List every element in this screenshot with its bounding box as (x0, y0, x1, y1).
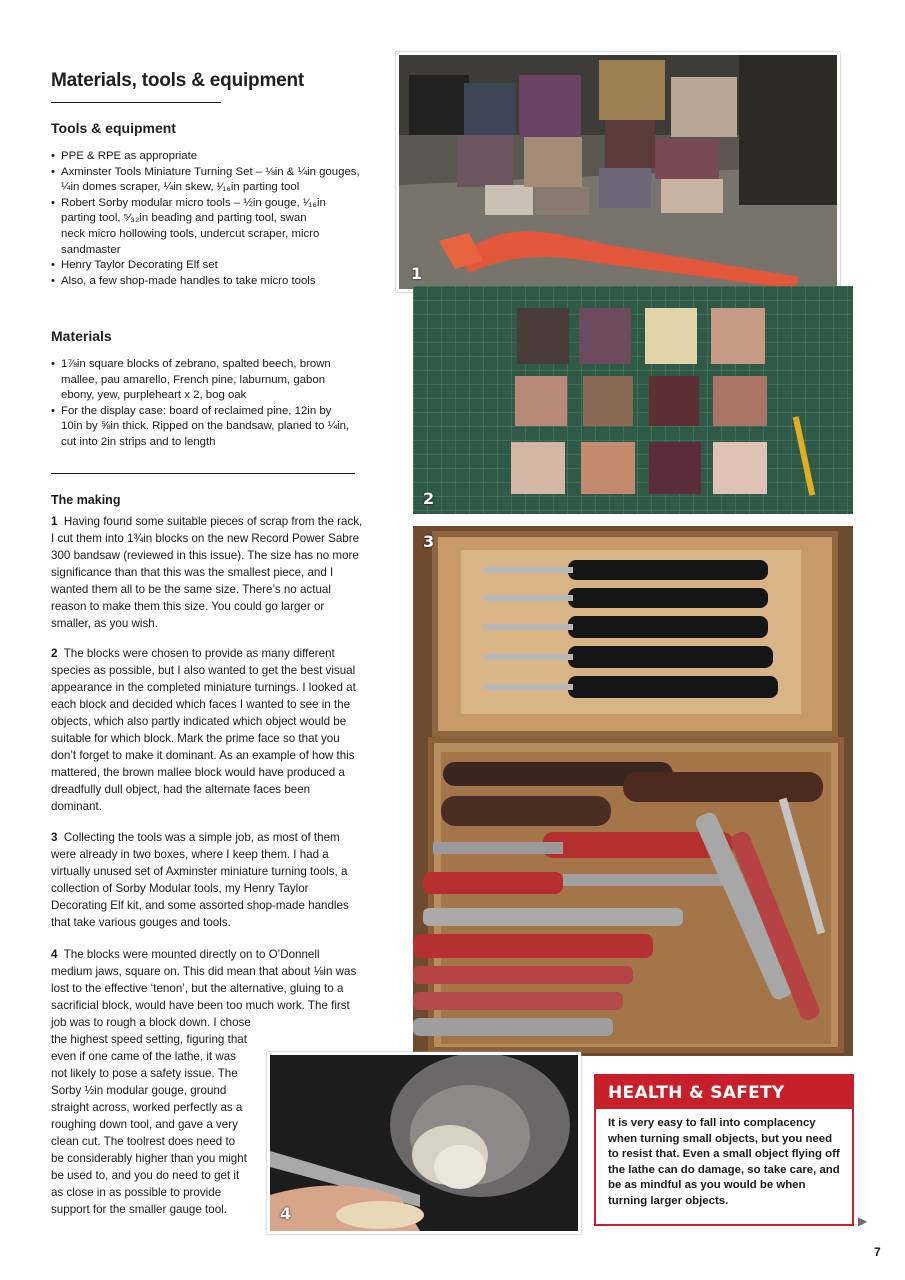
step-1 (51, 513, 363, 632)
list-item: • 1⅞in square blocks of zebrano, spalted beech, brown mallee, pau amarello, French pine, laburnum, gabon ebony, yew, purpleheart x 2, bog oak (51, 357, 351, 404)
health-safety-box (594, 1074, 854, 1226)
photo-1 (396, 52, 840, 292)
health-safety-text: It is very easy to fall into complacency when turning small objects, but you need to resist that. Even a small object flying off the lathe can do damage, so take care, and be as mindful as you would be when turning larger objects. (608, 1117, 840, 1207)
step-text: The blocks were mounted directly on to O’Donnell medium jaws, square on. This did mean that about ⅛in was lost to the effective ‘tenon’, but the alternative, gluing to a sacrificial block, would have been too much work. The first job was to rough a block down. I chose (51, 948, 357, 1029)
photo-number: 2 (423, 489, 435, 508)
photo-4-image (270, 1055, 578, 1231)
photo-2 (413, 286, 853, 514)
continue-arrow-icon: ▶ (858, 1214, 868, 1228)
list-item: • Axminster Tools Miniature Turning Set – ⅛in & ¼in gouges, ¼in domes scraper, ¼in skew, ¹⁄₁₆in parting tool (51, 165, 371, 196)
photo-number: 1 (411, 264, 423, 283)
step-4-continued (51, 1031, 251, 1218)
photo-3 (413, 526, 853, 1056)
step-text: Having found some suitable pieces of scrap from the rack, I cut them into 1¾in blocks on the new Record Power Sabre 300 bandsaw (reviewed in this issue). The size has no more significance than that this was the smallest piece, and I wanted them all to be the same size. There’s no actual reason to make them this size. You could go larger or smaller, as you wish. (51, 515, 363, 630)
tools-heading: Tools & equipment (51, 120, 176, 136)
step-4 (51, 946, 363, 1031)
step-3 (51, 829, 363, 931)
step-number: 1 (51, 515, 58, 528)
step-number: 2 (51, 647, 58, 660)
step-text: The blocks were chosen to provide as many different species as possible, but I also wanted to get the best visual appearance in the completed miniature turnings. I looked at each block and decided which faces I wanted to see in the objects, which also partly indicated which object would be suitable for which block. Mark the prime face so that you don’t forget to make it dominant. As an example of how this mattered, the brown mallee block would have produced a dreadfully dull object, had the alternate faces been dominant. (51, 647, 356, 813)
step-number: 3 (51, 831, 58, 844)
list-item: • Henry Taylor Decorating Elf set (51, 258, 371, 274)
step-text: the highest speed setting, figuring that even if one came of the lathe, it was not likely to pose a safety issue. The Sorby ½in modular gouge, ground straight across, worked perfectly as a roughing down tool, and gave a very clean cut. The toolrest does need to be considerably higher than you might be used to, and you do need to get it as close in as possible to provide support for the smaller gauge tool. (51, 1033, 247, 1216)
step-2 (51, 645, 363, 815)
page-title: Materials, tools & equipment (51, 70, 305, 91)
photo-number: 4 (280, 1204, 292, 1223)
photo-3-image (413, 526, 853, 1056)
list-item: • Robert Sorby modular micro tools – ½in gouge, ¹⁄₁₆in parting tool, ⁵⁄₃₂in beading and parting tool, swan neck micro hollowing tools, undercut scraper, micro sandmaster (51, 196, 371, 258)
health-safety-heading: HEALTH & SAFETY (596, 1076, 852, 1109)
section-divider (51, 473, 355, 474)
photo-1-image (399, 55, 837, 289)
photo-2-image (413, 286, 853, 514)
list-item: • For the display case: board of reclaimed pine, 12in by 10in by ⅝in thick. Ripped on the bandsaw, planed to ¼in, cut into 2in strips and to length (51, 404, 351, 451)
materials-heading: Materials (51, 328, 112, 344)
title-underline (51, 102, 221, 103)
photo-4 (267, 1052, 581, 1234)
materials-list (51, 357, 351, 451)
step-number: 4 (51, 948, 58, 961)
tools-list (51, 149, 371, 289)
list-item: • PPE & RPE as appropriate (51, 149, 371, 165)
page-number: 7 (874, 1245, 881, 1259)
list-item: • Also, a few shop-made handles to take micro tools (51, 274, 371, 290)
photo-number: 3 (423, 532, 435, 551)
making-heading: The making (51, 493, 121, 507)
step-text: Collecting the tools was a simple job, as most of them were already in two boxes, where I keep them. I had a virtually unused set of Axminster miniature turning tools, a collection of Sorby Modular tools, my Henry Taylor Decorating Elf kit, and some assorted shop-made handles that take various gouges and tools. (51, 831, 349, 929)
